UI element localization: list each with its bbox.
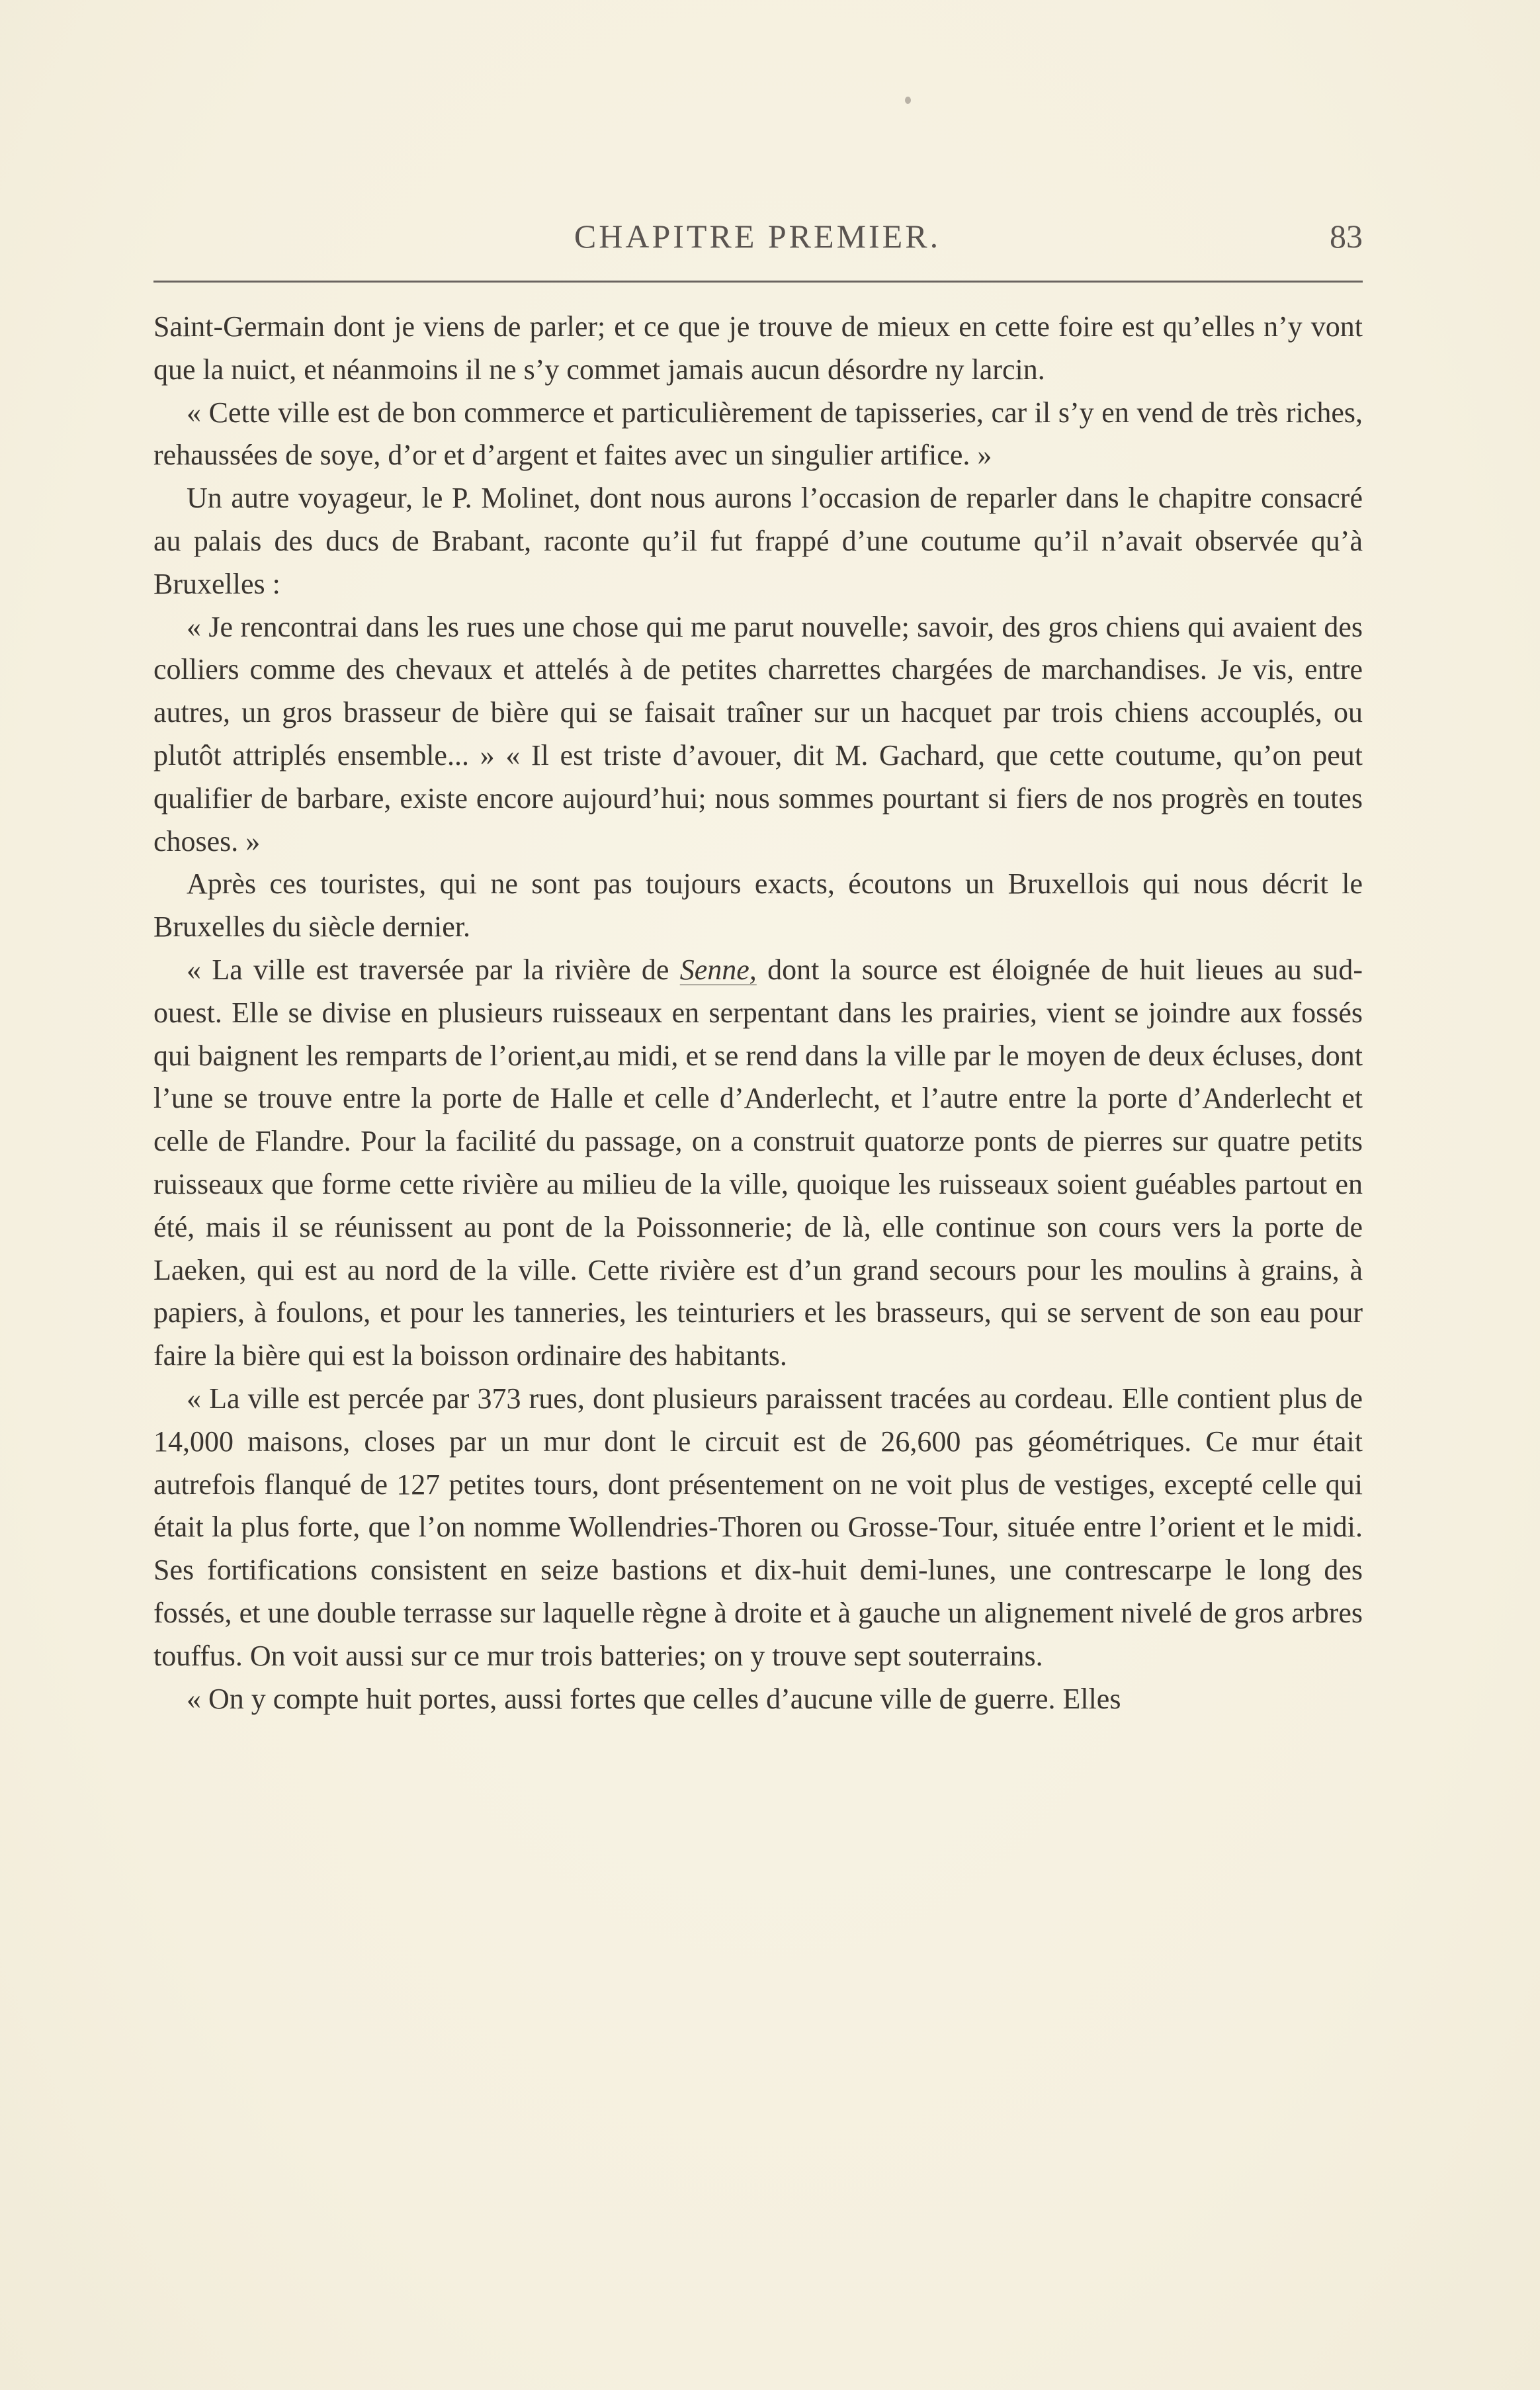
paragraph-quote-tapisseries: « Cette ville est de bon commerce et particulièrement de tapisseries, car il s’y en vend de très riches, rehaussées de soye, d’or et d’argent et faites avec un singulier artifice. » [153,396,1363,472]
paragraph-senne-lead: « La ville est traversée par la rivière de [187,953,680,986]
body-text [153,306,1363,2066]
ink-speck [905,97,911,104]
paragraph-quote-portes: « On y compte huit portes, aussi fortes que celles d’aucune ville de guerre. Elles [187,1682,1121,1715]
paragraph-quote-rues: « La ville est percée par 373 rues, dont plusieurs paraissent tracées au cordeau. Elle contient plus de 14,000 maisons, closes par un mur dont le circuit est de 26,600 pas géométriques. Ce mur était autrefois flanqué de 127 petites tours, dont présentement on ne voit plus de vestiges, excepté celle qui était la plus forte, que l’on nomme Wollendries-Thoren ou Grosse-Tour, située entre l’orient et le midi. Ses fortifications consistent en seize bastions et dix-huit demi-lunes, une contrescarpe le long des fossés, et une double terrasse sur laquelle règne à droite et à gauche un alignement nivelé de gros arbres touffus. On voit aussi sur ce mur trois batteries; on y trouve sept souterrains. [153,1382,1363,1672]
header-rule [153,281,1363,283]
running-title: CHAPITRE PREMIER. [574,218,941,255]
paragraph-quote-senne [153,949,1363,1378]
paragraph-continued: Saint-Germain dont je viens de parler; et ce que je trouve de mieux en cette foire est qu’elles n’y vont que la nuict, et néanmoins il ne s’y commet jamais aucun désordre ny larcin. [153,310,1363,386]
paragraph-touristes: Après ces touristes, qui ne sont pas toujours exacts, écoutons un Bruxellois qui nous décrit le Bruxelles du siècle dernier. [153,867,1363,944]
running-head [152,213,1363,259]
river-name-senne: Senne, [679,953,757,986]
page-number: 83 [1330,218,1363,255]
paragraph-molinet: Un autre voyageur, le P. Molinet, dont nous aurons l’occasion de reparler dans le chapitre consacré au palais des ducs de Brabant, raconte qu’il fut frappé d’une coutume qu’il n’avait observée qu’à Bruxelles : [153,482,1363,600]
paragraph-quote-chiens: « Je rencontrai dans les rues une chose qui me parut nouvelle; savoir, des gros chiens qui avaient des colliers comme des chevaux et attelés à de petites charrettes chargées de marchandises. Je vis, entre autres, un gros brasseur de bière qui se faisait traîner sur un hacquet par trois chiens accouplés, ou plutôt attriplés ensemble... » « Il est triste d’avouer, dit M. Gachard, que cette coutume, qu’on peut qualifier de barbare, existe encore aujourd’hui; nous sommes pourtant si fiers de nos progrès en toutes choses. » [153,610,1363,858]
paragraph-senne-rest: dont la source est éloignée de huit lieues au sud-ouest. Elle se divise en plusieurs ruisseaux en serpentant dans les prairies, vient se joindre aux fossés qui baignent les remparts de l’orient,au midi, et se rend dans la ville par le moyen de deux écluses, dont l’une se trouve entre la porte de Halle et celle d’Anderlecht, et l’autre entre la porte d’Anderlecht et celle de Flandre. Pour la facilité du passage, on a construit quatorze ponts de pierres sur quatre petits ruisseaux que forme cette rivière au milieu de la ville, quoique les ruisseaux soient guéables partout en été, mais il se réunissent au pont de la Poissonnerie; de là, elle continue son cours vers la porte de Laeken, qui est au nord de la ville. Cette rivière est d’un grand secours pour les moulins à grains, à papiers, à foulons, et pour les tanneries, les teinturiers et les brasseurs, qui se servent de son eau pour faire la bière qui est la boisson ordinaire des habitants. [153,953,1363,1372]
